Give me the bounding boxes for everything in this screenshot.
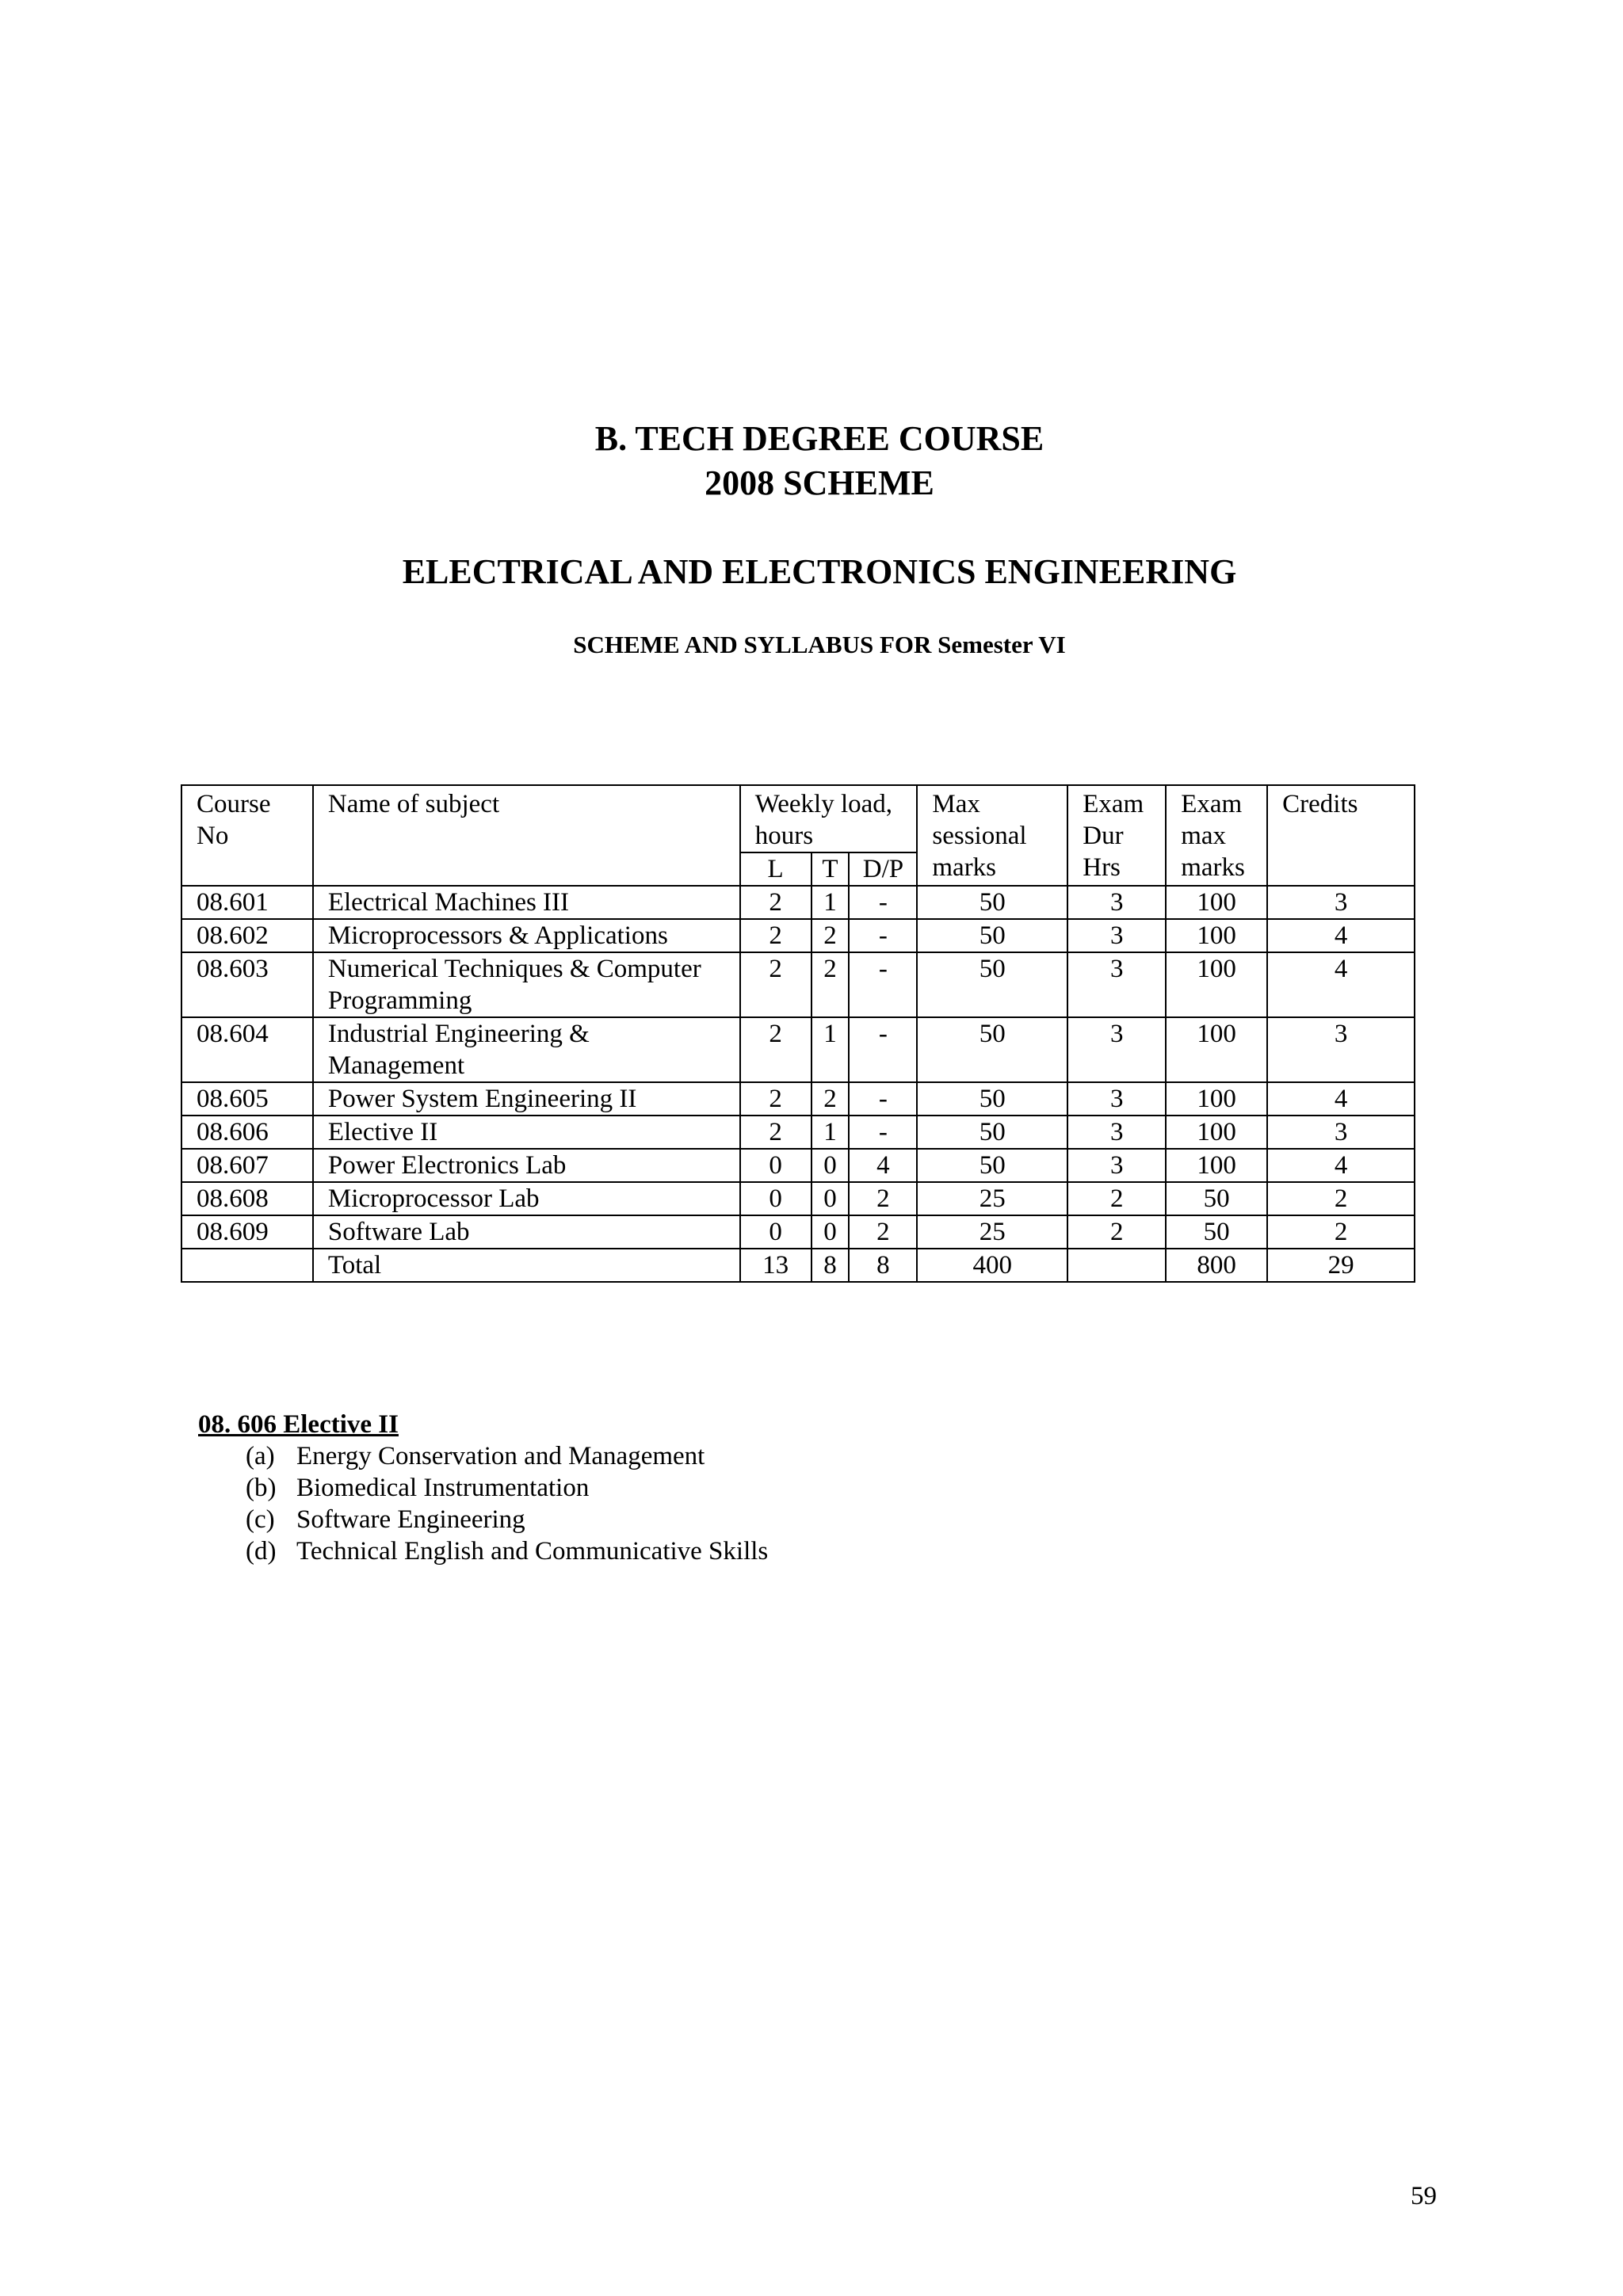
- sessional-marks-cell: 50: [917, 1149, 1067, 1182]
- course-no-cell: 08.602: [181, 919, 313, 952]
- lecture-hours-cell: 2: [740, 1017, 812, 1082]
- elective-item: [246, 1440, 768, 1472]
- lecture-hours-cell: 2: [740, 919, 812, 952]
- header-exam-dur: Exam Dur Hrs: [1067, 785, 1166, 886]
- exam-duration-cell: 3: [1067, 1116, 1166, 1149]
- exam-marks-cell: 100: [1166, 952, 1267, 1017]
- elective-item-marker: (c): [246, 1505, 275, 1534]
- exam-duration-cell: 3: [1067, 1017, 1166, 1082]
- subject-name-cell: Software Lab: [313, 1215, 740, 1249]
- elective-item-text: Software Engineering: [296, 1505, 525, 1534]
- header-weekly-load: Weekly load, hours: [740, 785, 918, 852]
- tutorial-hours-cell: 0: [812, 1149, 850, 1182]
- table-header-row: [181, 785, 1415, 852]
- table-row: [181, 1249, 1415, 1282]
- practical-hours-cell: -: [849, 1116, 917, 1149]
- tutorial-hours-cell: 2: [812, 919, 850, 952]
- tutorial-hours-cell: 0: [812, 1215, 850, 1249]
- elective-item: [246, 1504, 768, 1535]
- course-no-cell: 08.607: [181, 1149, 313, 1182]
- exam-duration-cell: 3: [1067, 886, 1166, 919]
- credits-cell: 4: [1267, 1082, 1415, 1116]
- lecture-hours-cell: 2: [740, 1116, 812, 1149]
- exam-marks-cell: 100: [1166, 886, 1267, 919]
- subject-name-cell: Electrical Machines III: [313, 886, 740, 919]
- table-row: [181, 1116, 1415, 1149]
- sessional-marks-cell: 400: [917, 1249, 1067, 1282]
- tutorial-hours-cell: 1: [812, 1017, 850, 1082]
- exam-marks-cell: 50: [1166, 1215, 1267, 1249]
- exam-marks-cell: 800: [1166, 1249, 1267, 1282]
- header-course-no: Course No: [181, 785, 313, 886]
- practical-hours-cell: -: [849, 1017, 917, 1082]
- subject-name-cell: Total: [313, 1249, 740, 1282]
- credits-cell: 3: [1267, 1116, 1415, 1149]
- document-title-line-1: B. TECH DEGREE COURSE: [594, 419, 1044, 458]
- exam-marks-cell: 100: [1166, 1082, 1267, 1116]
- tutorial-hours-cell: 2: [812, 952, 850, 1017]
- lecture-hours-cell: 0: [740, 1149, 812, 1182]
- course-no-cell: 08.606: [181, 1116, 313, 1149]
- credits-cell: 2: [1267, 1215, 1415, 1249]
- department-title: ELECTRICAL AND ELECTRONICS ENGINEERING: [402, 552, 1237, 591]
- elective-item-marker: (d): [246, 1537, 277, 1566]
- course-no-cell: 08.601: [181, 886, 313, 919]
- credits-cell: 2: [1267, 1182, 1415, 1215]
- table-row: [181, 1182, 1415, 1215]
- practical-hours-cell: 2: [849, 1182, 917, 1215]
- course-no-cell: 08.605: [181, 1082, 313, 1116]
- table-row: [181, 1149, 1415, 1182]
- sessional-marks-cell: 25: [917, 1182, 1067, 1215]
- elective-item-marker: (a): [246, 1442, 275, 1470]
- table-row: [181, 952, 1415, 1017]
- practical-hours-cell: 4: [849, 1149, 917, 1182]
- practical-hours-cell: -: [849, 919, 917, 952]
- lecture-hours-cell: 0: [740, 1182, 812, 1215]
- table-row: [181, 886, 1415, 919]
- subject-name-cell: Power System Engineering II: [313, 1082, 740, 1116]
- exam-duration-cell: 2: [1067, 1215, 1166, 1249]
- header-name-of-subject: Name of subject: [313, 785, 740, 886]
- semester-subtitle: SCHEME AND SYLLABUS FOR Semester VI: [573, 631, 1066, 658]
- exam-marks-cell: 100: [1166, 1116, 1267, 1149]
- tutorial-hours-cell: 8: [812, 1249, 850, 1282]
- elective-item: [246, 1472, 768, 1504]
- course-no-cell: 08.609: [181, 1215, 313, 1249]
- exam-marks-cell: 100: [1166, 1149, 1267, 1182]
- credits-cell: 4: [1267, 919, 1415, 952]
- table-row: [181, 1017, 1415, 1082]
- credits-cell: 29: [1267, 1249, 1415, 1282]
- table-row: [181, 1215, 1415, 1249]
- exam-marks-cell: 100: [1166, 1017, 1267, 1082]
- header-credits: Credits: [1267, 785, 1415, 886]
- tutorial-hours-cell: 2: [812, 1082, 850, 1116]
- subject-name-cell: Industrial Engineering & Management: [313, 1017, 740, 1082]
- subject-name-cell: Microprocessors & Applications: [313, 919, 740, 952]
- exam-marks-cell: 50: [1166, 1182, 1267, 1215]
- page-number: 59: [1411, 2182, 1437, 2210]
- table-row: [181, 1082, 1415, 1116]
- course-no-cell: 08.604: [181, 1017, 313, 1082]
- course-no-cell: 08.608: [181, 1182, 313, 1215]
- sessional-marks-cell: 50: [917, 919, 1067, 952]
- practical-hours-cell: 2: [849, 1215, 917, 1249]
- header-l: L: [740, 852, 812, 886]
- elective-heading: 08. 606 Elective II: [198, 1410, 399, 1439]
- course-no-cell: 08.603: [181, 952, 313, 1017]
- exam-duration-cell: 3: [1067, 1149, 1166, 1182]
- credits-cell: 4: [1267, 1149, 1415, 1182]
- elective-item-text: Biomedical Instrumentation: [296, 1474, 590, 1502]
- exam-duration-cell: 3: [1067, 919, 1166, 952]
- lecture-hours-cell: 13: [740, 1249, 812, 1282]
- table-row: [181, 919, 1415, 952]
- elective-item-text: Energy Conservation and Management: [296, 1442, 705, 1470]
- lecture-hours-cell: 2: [740, 952, 812, 1017]
- course-scheme-table: [181, 784, 1415, 1283]
- sessional-marks-cell: 50: [917, 1116, 1067, 1149]
- subject-name-cell: Numerical Techniques & Computer Programming: [313, 952, 740, 1017]
- exam-marks-cell: 100: [1166, 919, 1267, 952]
- exam-duration-cell: 3: [1067, 1082, 1166, 1116]
- exam-duration-cell: 3: [1067, 952, 1166, 1017]
- subject-name-cell: Microprocessor Lab: [313, 1182, 740, 1215]
- subject-name-cell: Elective II: [313, 1116, 740, 1149]
- sessional-marks-cell: 50: [917, 952, 1067, 1017]
- elective-item: [246, 1535, 768, 1567]
- header-dp: D/P: [849, 852, 917, 886]
- elective-section: [198, 1409, 768, 1567]
- lecture-hours-cell: 0: [740, 1215, 812, 1249]
- header-exam-max: Exam max marks: [1166, 785, 1267, 886]
- credits-cell: 4: [1267, 952, 1415, 1017]
- course-no-cell: [181, 1249, 313, 1282]
- practical-hours-cell: -: [849, 952, 917, 1017]
- header-max-sessional: Max sessional marks: [917, 785, 1067, 886]
- exam-duration-cell: 2: [1067, 1182, 1166, 1215]
- sessional-marks-cell: 50: [917, 1082, 1067, 1116]
- exam-duration-cell: [1067, 1249, 1166, 1282]
- elective-list: [198, 1440, 768, 1567]
- credits-cell: 3: [1267, 886, 1415, 919]
- tutorial-hours-cell: 0: [812, 1182, 850, 1215]
- elective-item-marker: (b): [246, 1474, 277, 1502]
- sessional-marks-cell: 25: [917, 1215, 1067, 1249]
- practical-hours-cell: -: [849, 1082, 917, 1116]
- lecture-hours-cell: 2: [740, 1082, 812, 1116]
- elective-item-text: Technical English and Communicative Skills: [296, 1537, 769, 1566]
- lecture-hours-cell: 2: [740, 886, 812, 919]
- tutorial-hours-cell: 1: [812, 1116, 850, 1149]
- sessional-marks-cell: 50: [917, 886, 1067, 919]
- document-title-line-2: 2008 SCHEME: [705, 463, 934, 502]
- credits-cell: 3: [1267, 1017, 1415, 1082]
- tutorial-hours-cell: 1: [812, 886, 850, 919]
- practical-hours-cell: 8: [849, 1249, 917, 1282]
- subject-name-cell: Power Electronics Lab: [313, 1149, 740, 1182]
- sessional-marks-cell: 50: [917, 1017, 1067, 1082]
- practical-hours-cell: -: [849, 886, 917, 919]
- header-t: T: [812, 852, 850, 886]
